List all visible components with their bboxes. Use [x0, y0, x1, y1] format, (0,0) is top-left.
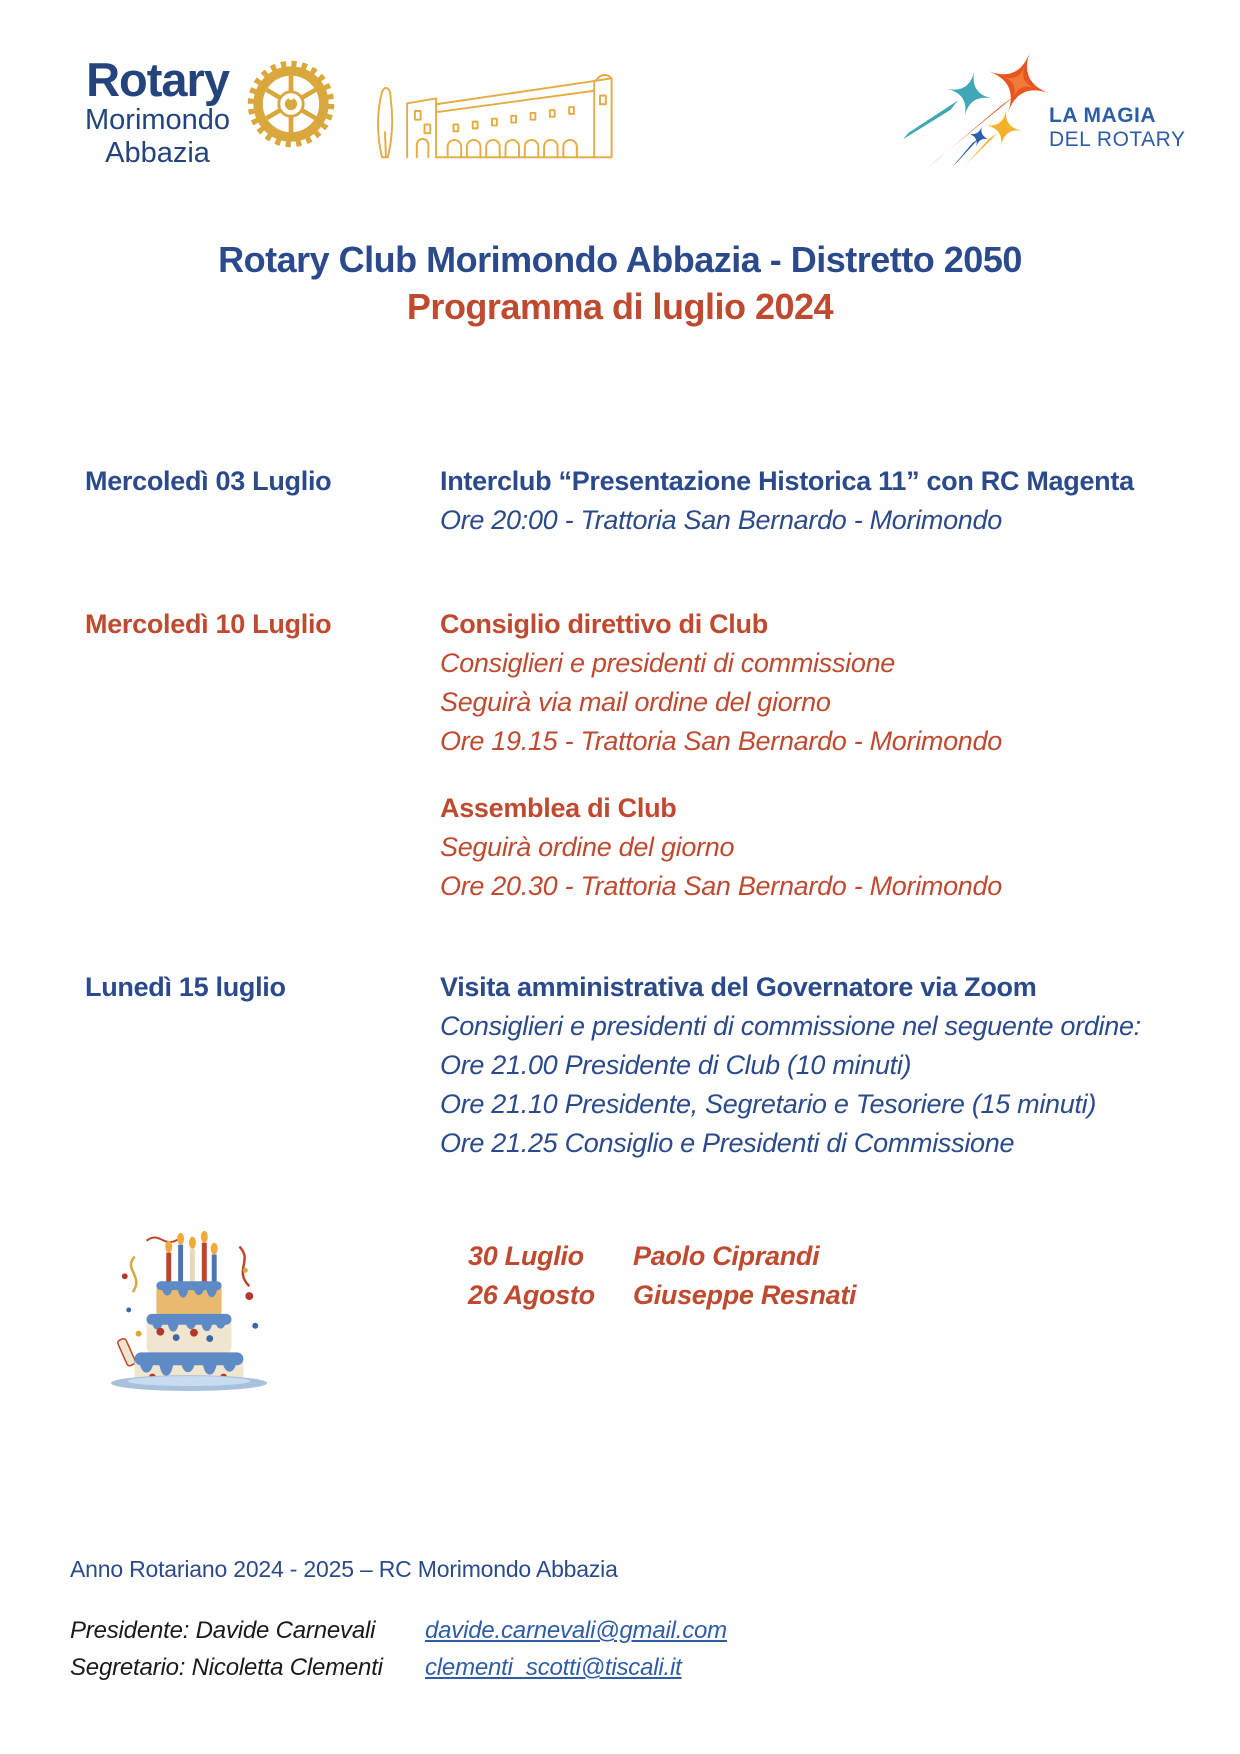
contact-row	[70, 1649, 727, 1686]
event-line: Consiglieri e presidenti di commissione	[440, 648, 895, 678]
birthday-list	[468, 1237, 856, 1315]
event-line: Seguirà via mail ordine del giorno	[440, 687, 831, 717]
birthday-row	[468, 1237, 856, 1276]
birthday-date: 30 Luglio	[468, 1241, 584, 1271]
shooting-stars-icon	[903, 44, 1055, 170]
rotary-brand-text: Rotary	[86, 53, 229, 106]
event-title: Assemblea di Club	[440, 793, 677, 823]
event-details	[440, 462, 1165, 540]
president-label: Presidente: Davide Carnevali	[70, 1617, 376, 1644]
event-block	[440, 605, 1165, 761]
event-title: Interclub “Presentazione Historica 11” con RC Magenta	[440, 466, 1134, 496]
magia-subtitle: DEL ROTARY	[1049, 128, 1186, 151]
birthday-name: Giuseppe Resnati	[633, 1280, 857, 1310]
event-line: Ore 21.00 Presidente di Club (10 minuti)	[440, 1050, 912, 1080]
event-line: Ore 19.15 - Trattoria San Bernardo - Morimondo	[440, 726, 1002, 756]
contact-row	[70, 1612, 727, 1649]
event-line: Ore 21.25 Consiglio e Presidenti di Commissione	[440, 1128, 1015, 1158]
page-subtitle: Programma di luglio 2024	[406, 286, 834, 327]
abbey-drawing	[366, 57, 618, 165]
footer-contacts	[70, 1612, 727, 1686]
footer-anno-rotariano: Anno Rotariano 2024 - 2025 – RC Morimondo Abbazia	[70, 1556, 618, 1582]
program-events	[85, 462, 1165, 1163]
event-details	[440, 605, 1165, 906]
event-10-luglio	[85, 605, 1165, 906]
birthday-name: Paolo Ciprandi	[633, 1241, 820, 1271]
magia-title: LA MAGIA	[1049, 104, 1157, 127]
birthday-date: 26 Agosto	[468, 1280, 595, 1310]
event-15-luglio	[85, 968, 1165, 1163]
title-block	[0, 236, 1240, 330]
magia-wordmark	[1049, 104, 1185, 152]
birthday-section	[105, 1215, 856, 1391]
secretary-label: Segretario: Nicoletta Clementi	[70, 1654, 383, 1681]
event-line: Ore 20.30 - Trattoria San Bernardo - Morimondo	[440, 871, 1002, 901]
event-03-luglio	[85, 462, 1165, 540]
event-line: Ore 21.10 Presidente, Segretario e Tesoriere (15 minuti)	[440, 1089, 1097, 1119]
birthday-row	[468, 1276, 856, 1315]
president-email-link[interactable]: davide.carnevali@gmail.com	[425, 1617, 727, 1644]
event-line: Ore 20:00 - Trattoria San Bernardo - Morimondo	[440, 505, 1002, 535]
magia-del-rotary-logo	[903, 44, 1203, 176]
event-block	[440, 789, 1165, 906]
event-block	[440, 462, 1165, 540]
rotary-club-logo	[85, 55, 618, 169]
event-date: Mercoledì 10 Luglio	[85, 609, 332, 639]
event-date: Lunedì 15 luglio	[85, 972, 286, 1002]
secretary-email-link[interactable]: clementi_scotti@tiscali.it	[425, 1654, 682, 1681]
birthday-cake-image	[105, 1215, 273, 1391]
event-title: Consiglio direttivo di Club	[440, 609, 768, 639]
event-line: Seguirà ordine del giorno	[440, 832, 735, 862]
event-block	[440, 968, 1165, 1163]
event-details	[440, 968, 1165, 1163]
club-name-line1: Morimondo	[85, 104, 231, 137]
event-title: Visita amministrativa del Governatore via Zoom	[440, 972, 1037, 1002]
page-title: Rotary Club Morimondo Abbazia - Distretto 2050	[218, 239, 1022, 280]
event-date: Mercoledì 03 Luglio	[85, 466, 332, 496]
event-line: Consiglieri e presidenti di commissione nel seguente ordine:	[440, 1011, 1141, 1041]
club-name-line2: Abbazia	[105, 136, 210, 169]
rotary-wordmark	[85, 55, 230, 169]
rotary-wheel-icon	[244, 57, 338, 151]
